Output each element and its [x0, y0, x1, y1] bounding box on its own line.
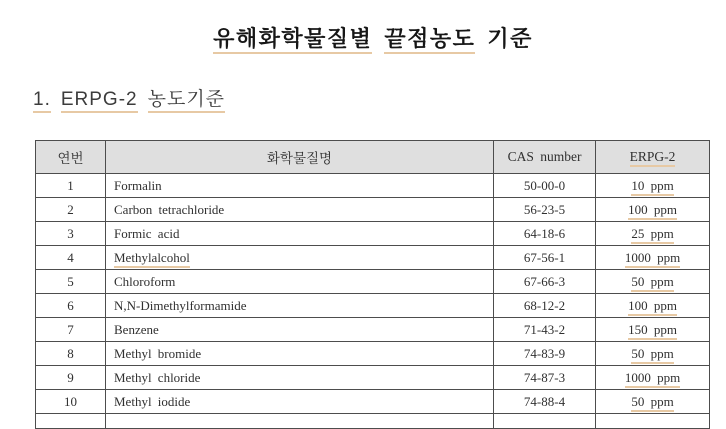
column-header-cas	[494, 141, 596, 174]
cas-number-value: 71-43-2	[523, 321, 566, 337]
erpg2-value-cell	[596, 222, 710, 246]
table-row	[36, 222, 710, 246]
row-no-cell	[36, 318, 106, 342]
page-title	[10, 22, 726, 53]
erpg2-table	[35, 140, 710, 429]
cas-number-cell	[494, 414, 596, 429]
column-header-cas-label: CAS number	[507, 149, 582, 164]
row-no-value: 4	[67, 249, 74, 265]
page-title-word: 기준	[487, 26, 533, 51]
row-no-value: 6	[67, 297, 74, 313]
row-no-value: 5	[67, 273, 74, 289]
chemical-name-value: Chloroform	[114, 273, 176, 289]
table-header-row	[36, 141, 710, 174]
table-header	[36, 141, 710, 174]
cas-number-cell	[494, 318, 596, 342]
chemical-name-value: Methyl iodide	[114, 393, 191, 409]
chemical-name-cell	[106, 222, 494, 246]
erpg2-value-cell	[596, 294, 710, 318]
column-header-erpg2	[596, 141, 710, 174]
erpg2-value: 100 ppm	[628, 202, 677, 220]
chemical-name-value: Benzene	[114, 321, 159, 337]
erpg2-value-cell	[596, 390, 710, 414]
erpg2-value-cell	[596, 318, 710, 342]
cas-number-cell	[494, 390, 596, 414]
page-title-word: 유해화학물질별	[213, 26, 372, 54]
row-no-cell	[36, 294, 106, 318]
section-number: 1.	[33, 89, 51, 113]
cas-number-value: 74-83-9	[523, 345, 566, 361]
cas-number-cell	[494, 174, 596, 198]
chemical-name-cell	[106, 174, 494, 198]
cas-number-cell	[494, 366, 596, 390]
erpg2-value: 1000 ppm	[625, 370, 680, 388]
row-no-cell	[36, 342, 106, 366]
chemical-name-value: Carbon tetrachloride	[114, 201, 225, 217]
row-no-cell	[36, 414, 106, 429]
row-no-cell	[36, 270, 106, 294]
column-header-chemical-name-label: 화학물질명	[266, 151, 333, 166]
table-row	[36, 174, 710, 198]
erpg2-value: 150 ppm	[628, 322, 677, 340]
section-label: 농도기준	[148, 89, 225, 113]
table-row	[36, 390, 710, 414]
cas-number-value: 67-56-1	[523, 249, 566, 265]
row-no-value: 2	[67, 201, 74, 217]
table-row	[36, 270, 710, 294]
erpg2-value: 1000 ppm	[625, 250, 680, 268]
row-no-cell	[36, 174, 106, 198]
table-row	[36, 414, 710, 429]
chemical-name-cell	[106, 342, 494, 366]
section-code: ERPG-2	[61, 89, 138, 113]
erpg2-value: 50 ppm	[631, 274, 673, 292]
cas-number-value: 74-88-4	[523, 393, 566, 409]
table-row	[36, 246, 710, 270]
section-heading	[33, 84, 225, 111]
row-no-value: 1	[67, 177, 74, 193]
row-no-value: 10	[64, 393, 77, 409]
row-no-cell	[36, 246, 106, 270]
cas-number-cell	[494, 246, 596, 270]
column-header-no-label: 연번	[57, 151, 84, 166]
row-no-value: 7	[67, 321, 74, 337]
cas-number-cell	[494, 294, 596, 318]
table-row	[36, 318, 710, 342]
erpg2-value-cell	[596, 342, 710, 366]
erpg2-value: 50 ppm	[631, 394, 673, 412]
erpg2-value: 100 ppm	[628, 298, 677, 316]
column-header-no	[36, 141, 106, 174]
cas-number-cell	[494, 222, 596, 246]
cas-number-value: 68-12-2	[523, 297, 566, 313]
erpg2-value-cell	[596, 270, 710, 294]
erpg2-value: 25 ppm	[631, 226, 673, 244]
row-no-cell	[36, 198, 106, 222]
chemical-name-cell	[106, 198, 494, 222]
cas-number-value: 64-18-6	[523, 225, 566, 241]
table-row	[36, 198, 710, 222]
cas-number-value: 50-00-0	[523, 177, 566, 193]
chemical-name-value: Methylalcohol	[114, 250, 190, 268]
chemical-name-cell	[106, 390, 494, 414]
table-row	[36, 366, 710, 390]
column-header-chemical-name	[106, 141, 494, 174]
chemical-name-value: Formalin	[114, 177, 162, 193]
chemical-name-cell	[106, 270, 494, 294]
table-row	[36, 342, 710, 366]
chemical-name-value: Formic acid	[114, 225, 180, 241]
chemical-name-value: Methyl bromide	[114, 345, 202, 361]
erpg2-value-cell	[596, 174, 710, 198]
row-no-value: 9	[67, 369, 74, 385]
chemical-name-value: Methyl chloride	[114, 369, 201, 385]
cas-number-value: 56-23-5	[523, 201, 566, 217]
table-row	[36, 294, 710, 318]
table-body	[36, 174, 710, 429]
cas-number-cell	[494, 198, 596, 222]
row-no-value: 8	[67, 345, 74, 361]
row-no-cell	[36, 366, 106, 390]
erpg2-value: 10 ppm	[631, 178, 673, 196]
row-no-cell	[36, 390, 106, 414]
cas-number-value: 67-66-3	[523, 273, 566, 289]
column-header-erpg2-label: ERPG-2	[630, 149, 676, 167]
erpg2-value-cell	[596, 414, 710, 429]
erpg2-value-cell	[596, 246, 710, 270]
erpg2-value-cell	[596, 366, 710, 390]
page-title-word: 끝점농도	[384, 26, 475, 54]
row-no-cell	[36, 222, 106, 246]
cas-number-value: 74-87-3	[523, 369, 566, 385]
cas-number-cell	[494, 342, 596, 366]
chemical-name-cell	[106, 294, 494, 318]
erpg2-value: 50 ppm	[631, 346, 673, 364]
chemical-name-cell	[106, 318, 494, 342]
erpg2-value-cell	[596, 198, 710, 222]
chemical-name-cell	[106, 366, 494, 390]
chemical-name-cell	[106, 246, 494, 270]
chemical-name-value: N,N-Dimethylformamide	[114, 297, 247, 313]
row-no-value: 3	[67, 225, 74, 241]
cas-number-cell	[494, 270, 596, 294]
chemical-name-cell	[106, 414, 494, 429]
